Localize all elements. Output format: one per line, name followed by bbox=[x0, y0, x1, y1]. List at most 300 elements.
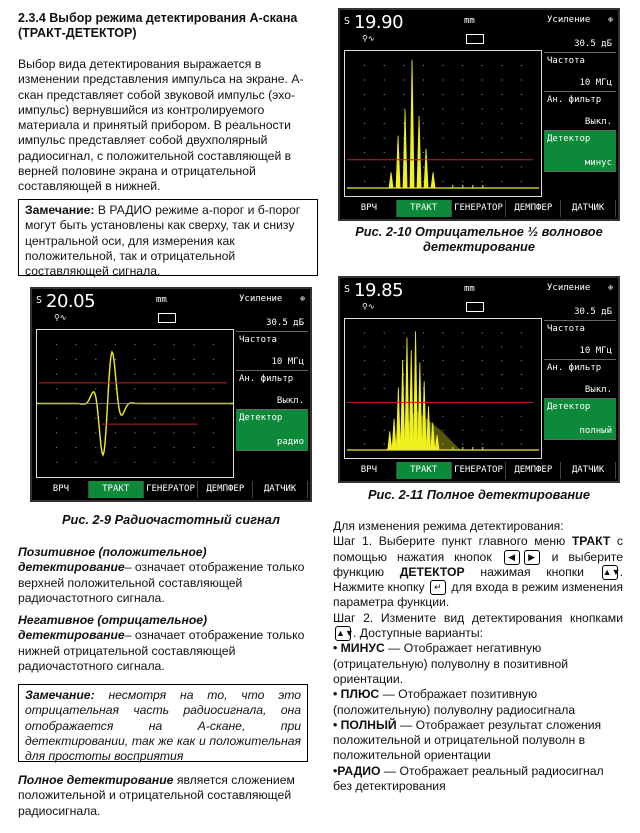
ascan-plot bbox=[344, 318, 542, 459]
grid-dot bbox=[174, 374, 175, 375]
unit-label: mm bbox=[156, 295, 167, 305]
grid-dot bbox=[115, 359, 116, 360]
tab-3: ДЕМПФЕР bbox=[198, 481, 253, 498]
grid-dot bbox=[56, 432, 57, 433]
filter-value: Выкл. bbox=[276, 396, 304, 406]
grid-dot bbox=[442, 65, 443, 66]
instructions-block bbox=[333, 519, 623, 794]
grid-dot bbox=[521, 79, 522, 80]
grid-dot bbox=[462, 94, 463, 95]
distance-reading: 19.90 bbox=[354, 12, 404, 33]
option-radio bbox=[333, 764, 623, 795]
grid-dot bbox=[364, 374, 365, 375]
step-1-text: Шаг 1. Выберите пункт главного меню bbox=[333, 534, 572, 549]
grid-dot bbox=[95, 388, 96, 389]
grid-dot bbox=[423, 166, 424, 167]
grid-dot bbox=[482, 166, 483, 167]
grid-dot bbox=[384, 388, 385, 389]
grid-dot bbox=[174, 432, 175, 433]
figure-caption: Рис. 2-11 Полное детектирование bbox=[367, 487, 590, 502]
detector-value: минус bbox=[584, 158, 612, 168]
grid-dot bbox=[213, 418, 214, 419]
grid-dot bbox=[115, 447, 116, 448]
option-title: • МИНУС bbox=[333, 641, 385, 656]
grid-dot bbox=[462, 360, 463, 361]
grid-dot bbox=[95, 359, 96, 360]
menu-tabs bbox=[34, 481, 308, 498]
grid-dot bbox=[174, 344, 175, 345]
grid-dot bbox=[462, 137, 463, 138]
step-1-text: для входа в режим изменения параметра функции. bbox=[333, 580, 623, 610]
probe-icon: ⚲∿ bbox=[54, 313, 67, 322]
tab-4: ДАТЧИК bbox=[561, 200, 616, 217]
positive-paragraph bbox=[18, 545, 318, 606]
grid-dot bbox=[364, 430, 365, 431]
grid-dot bbox=[95, 418, 96, 419]
grid-dot bbox=[213, 374, 214, 375]
grid-dot bbox=[193, 432, 194, 433]
grid-dot bbox=[521, 94, 522, 95]
grid-dot bbox=[364, 137, 365, 138]
filter-value: Выкл. bbox=[584, 117, 612, 127]
gain-item bbox=[236, 291, 308, 332]
echo-peak bbox=[417, 116, 421, 188]
step-1-text: и выберите функцию bbox=[333, 549, 624, 579]
device-screen-full bbox=[338, 276, 620, 483]
link-icon: ⊕ bbox=[300, 294, 305, 303]
grid-dot bbox=[76, 418, 77, 419]
grid-dot bbox=[384, 166, 385, 167]
echo-peak bbox=[389, 172, 393, 188]
grid-dot bbox=[403, 360, 404, 361]
gain-item bbox=[544, 280, 616, 321]
grid-dot bbox=[442, 79, 443, 80]
ascan-plot bbox=[36, 329, 234, 478]
gain-label: Усиление bbox=[547, 15, 591, 25]
grid-dot bbox=[462, 181, 463, 182]
grid-dot bbox=[423, 79, 424, 80]
frequency-label: Частота bbox=[239, 335, 277, 345]
tab-0: ВРЧ bbox=[34, 481, 89, 498]
step-2-text: . Доступные варианты: bbox=[353, 626, 484, 641]
grid-dot bbox=[213, 388, 214, 389]
grid-dot bbox=[95, 374, 96, 375]
echo-peak bbox=[431, 172, 435, 188]
enter-icon: ↵ bbox=[430, 580, 446, 595]
change-intro: Для изменения режима детектирования: bbox=[333, 519, 564, 533]
grid-dot bbox=[154, 418, 155, 419]
detector-label: Детектор bbox=[547, 402, 591, 412]
grid-dot bbox=[364, 181, 365, 182]
grid-dot bbox=[76, 447, 77, 448]
grid-dot bbox=[442, 108, 443, 109]
grid-dot bbox=[134, 388, 135, 389]
menu-tabs bbox=[342, 462, 616, 479]
ascan-svg bbox=[345, 51, 541, 196]
tab-1: ТРАКТ bbox=[397, 462, 452, 479]
grid-dot bbox=[521, 444, 522, 445]
grid-dot bbox=[95, 344, 96, 345]
grid-dot bbox=[56, 418, 57, 419]
battery-icon bbox=[466, 34, 484, 44]
function-name: ДЕТЕКТОР bbox=[399, 564, 465, 579]
grid-dot bbox=[364, 346, 365, 347]
note-box-radio bbox=[18, 199, 318, 279]
full-title: Полное детектирование bbox=[18, 773, 174, 787]
s-label: S bbox=[36, 295, 43, 306]
option-title: • ПЛЮС bbox=[333, 687, 380, 702]
grid-dot bbox=[442, 181, 443, 182]
grid-dot bbox=[384, 152, 385, 153]
grid-dot bbox=[462, 416, 463, 417]
grid-dot bbox=[462, 332, 463, 333]
grid-dot bbox=[213, 447, 214, 448]
grid-dot bbox=[115, 344, 116, 345]
grid-dot bbox=[213, 344, 214, 345]
battery-icon bbox=[158, 313, 176, 323]
grid-dot bbox=[115, 418, 116, 419]
grid-dot bbox=[442, 166, 443, 167]
grid-dot bbox=[482, 374, 483, 375]
grid-dot bbox=[482, 430, 483, 431]
grid-dot bbox=[403, 79, 404, 80]
grid-dot bbox=[384, 346, 385, 347]
grid-dot bbox=[482, 360, 483, 361]
filter-label: Ан. фильтр bbox=[239, 374, 294, 384]
grid-dot bbox=[154, 359, 155, 360]
grid-dot bbox=[384, 181, 385, 182]
grid-dot bbox=[154, 374, 155, 375]
s-label: S bbox=[344, 284, 351, 295]
probe-icon: ⚲∿ bbox=[362, 34, 375, 43]
grid-dot bbox=[364, 79, 365, 80]
detector-item bbox=[236, 410, 308, 451]
grid-dot bbox=[501, 360, 502, 361]
step-1-text: с помощью нажатия кнопок bbox=[333, 534, 623, 564]
frequency-item bbox=[544, 321, 616, 360]
grid-dot bbox=[462, 123, 463, 124]
step-2-text: Шаг 2. Измените вид детектирования кнопками bbox=[333, 610, 623, 625]
filter-item bbox=[544, 360, 616, 399]
filter-label: Ан. фильтр bbox=[547, 363, 602, 373]
grid-dot bbox=[501, 181, 502, 182]
grid-dot bbox=[384, 94, 385, 95]
option-title: • ПОЛНЫЙ bbox=[333, 717, 397, 732]
grid-dot bbox=[364, 108, 365, 109]
grid-dot bbox=[56, 374, 57, 375]
grid-dot bbox=[403, 108, 404, 109]
filter-item bbox=[544, 92, 616, 131]
grid-dot bbox=[482, 181, 483, 182]
grid-dot bbox=[95, 432, 96, 433]
filter-label: Ан. фильтр bbox=[547, 95, 602, 105]
grid-dot bbox=[134, 374, 135, 375]
grid-dot bbox=[462, 346, 463, 347]
settings-panel bbox=[544, 280, 616, 459]
grid-dot bbox=[423, 152, 424, 153]
grid-dot bbox=[115, 432, 116, 433]
grid-dot bbox=[193, 447, 194, 448]
step-1-text: . Нажмите кнопку bbox=[333, 564, 623, 595]
echo-peak bbox=[424, 149, 428, 188]
grid-dot bbox=[384, 108, 385, 109]
grid-dot bbox=[95, 462, 96, 463]
option-text: — Отображает результат сложения положительной и отрицательной полуволн в положительной ориентации bbox=[333, 717, 602, 763]
grid-dot bbox=[423, 360, 424, 361]
detector-label: Детектор bbox=[239, 413, 283, 423]
gain-label: Усиление bbox=[239, 294, 283, 304]
grid-dot bbox=[403, 346, 404, 347]
echo-peak bbox=[396, 136, 400, 188]
option-full bbox=[333, 718, 623, 764]
grid-dot bbox=[56, 447, 57, 448]
grid-dot bbox=[384, 416, 385, 417]
note-text: В РАДИО режиме а-порог и б-порог могут быть установлены как сверху, так и снизу центральной оси, для измерения как положительной, так и отрицательной составляющей сигнала. bbox=[25, 203, 301, 279]
grid-dot bbox=[521, 181, 522, 182]
grid-dot bbox=[193, 344, 194, 345]
battery-icon bbox=[466, 302, 484, 312]
gain-value: 30.5 дБ bbox=[574, 39, 612, 49]
unit-label: mm bbox=[464, 284, 475, 294]
grid-dot bbox=[521, 388, 522, 389]
grid-dot bbox=[213, 432, 214, 433]
grid-dot bbox=[521, 346, 522, 347]
grid-dot bbox=[115, 462, 116, 463]
grid-dot bbox=[482, 79, 483, 80]
grid-dot bbox=[384, 360, 385, 361]
grid-dot bbox=[193, 374, 194, 375]
note-box-negative bbox=[18, 684, 308, 762]
grid-dot bbox=[462, 374, 463, 375]
grid-dot bbox=[462, 388, 463, 389]
grid-dot bbox=[482, 65, 483, 66]
grid-dot bbox=[423, 332, 424, 333]
grid-dot bbox=[423, 94, 424, 95]
note-label: Замечание: bbox=[25, 688, 95, 702]
arrow-left-icon: ◀ bbox=[504, 550, 520, 565]
grid-dot bbox=[213, 462, 214, 463]
frequency-label: Частота bbox=[547, 324, 585, 334]
grid-dot bbox=[154, 388, 155, 389]
detector-item bbox=[544, 131, 616, 172]
grid-dot bbox=[501, 65, 502, 66]
grid-dot bbox=[364, 360, 365, 361]
grid-dot bbox=[193, 388, 194, 389]
section-heading: 2.3.4 Выбор режима детектирования А-скана (ТРАКТ-ДЕТЕКТОР) bbox=[18, 11, 298, 40]
frequency-item bbox=[236, 332, 308, 371]
ascan-svg bbox=[345, 319, 541, 458]
grid-dot bbox=[521, 374, 522, 375]
grid-dot bbox=[501, 79, 502, 80]
device-screen-minus bbox=[338, 8, 620, 221]
grid-dot bbox=[364, 152, 365, 153]
grid-dot bbox=[501, 123, 502, 124]
grid-dot bbox=[521, 430, 522, 431]
grid-dot bbox=[501, 374, 502, 375]
grid-dot bbox=[482, 416, 483, 417]
distance-reading: 19.85 bbox=[354, 280, 404, 301]
grid-dot bbox=[364, 166, 365, 167]
frequency-value: 10 МГц bbox=[579, 78, 612, 88]
tab-2: ГЕНЕРАТОР bbox=[452, 462, 507, 479]
up-down-arrows-icon: ▲▼ bbox=[602, 565, 618, 580]
grid-dot bbox=[501, 346, 502, 347]
grid-dot bbox=[521, 65, 522, 66]
grid-dot bbox=[213, 359, 214, 360]
grid-dot bbox=[193, 462, 194, 463]
grid-dot bbox=[134, 418, 135, 419]
grid-dot bbox=[76, 359, 77, 360]
grid-dot bbox=[442, 332, 443, 333]
gain-value: 30.5 дБ bbox=[574, 307, 612, 317]
grid-dot bbox=[134, 462, 135, 463]
note-label: Замечание: bbox=[25, 203, 95, 217]
step-1 bbox=[333, 534, 623, 610]
grid-dot bbox=[384, 430, 385, 431]
probe-icon: ⚲∿ bbox=[362, 302, 375, 311]
grid-dot bbox=[364, 94, 365, 95]
grid-dot bbox=[442, 374, 443, 375]
grid-dot bbox=[462, 444, 463, 445]
grid-dot bbox=[501, 94, 502, 95]
grid-dot bbox=[364, 332, 365, 333]
grid-dot bbox=[521, 166, 522, 167]
grid-dot bbox=[501, 108, 502, 109]
up-down-arrows-icon: ▲▼ bbox=[335, 626, 351, 641]
filter-value: Выкл. bbox=[584, 385, 612, 395]
frequency-value: 10 МГц bbox=[271, 357, 304, 367]
grid-dot bbox=[501, 416, 502, 417]
tab-0: ВРЧ bbox=[342, 200, 397, 217]
grid-dot bbox=[174, 447, 175, 448]
detector-item bbox=[544, 399, 616, 440]
settings-panel bbox=[236, 291, 308, 478]
grid-dot bbox=[442, 360, 443, 361]
note-text: несмотря на то, что это отрицательная часть радиосигнала, она отображается на А-скане, при детектировании, так же как и положительная для простоты восприятия bbox=[25, 688, 301, 764]
frequency-value: 10 МГц bbox=[579, 346, 612, 356]
grid-dot bbox=[76, 432, 77, 433]
grid-dot bbox=[442, 388, 443, 389]
step-1-text: нажимая кнопки bbox=[464, 564, 600, 579]
grid-dot bbox=[423, 65, 424, 66]
grid-dot bbox=[442, 123, 443, 124]
tab-0: ВРЧ bbox=[342, 462, 397, 479]
grid-dot bbox=[384, 123, 385, 124]
grid-dot bbox=[521, 152, 522, 153]
grid-dot bbox=[501, 388, 502, 389]
negative-paragraph bbox=[18, 613, 318, 674]
grid-dot bbox=[462, 65, 463, 66]
grid-dot bbox=[134, 359, 135, 360]
grid-dot bbox=[442, 152, 443, 153]
grid-dot bbox=[423, 374, 424, 375]
grid-dot bbox=[482, 332, 483, 333]
negative-title: Негативное (отрицательное) детектирование bbox=[18, 613, 208, 643]
ascan-svg bbox=[37, 330, 233, 477]
grid-dot bbox=[521, 137, 522, 138]
grid-dot bbox=[462, 79, 463, 80]
echo-peak bbox=[403, 109, 407, 188]
negative-text: – означает отображение только нижней отрицательной составляющей радиочастотного сигнала. bbox=[18, 628, 305, 673]
positive-title: Позитивное (положительное) детектирование bbox=[18, 545, 207, 575]
gain-item bbox=[544, 12, 616, 53]
grid-dot bbox=[134, 447, 135, 448]
grid-dot bbox=[154, 447, 155, 448]
grid-dot bbox=[154, 462, 155, 463]
grid-dot bbox=[423, 346, 424, 347]
grid-dot bbox=[423, 123, 424, 124]
grid-dot bbox=[521, 332, 522, 333]
grid-dot bbox=[442, 416, 443, 417]
grid-dot bbox=[423, 108, 424, 109]
option-minus bbox=[333, 641, 623, 687]
option-text: — Отображает негативную (отрицательную) полуволну в позитивной ориентации. bbox=[333, 641, 569, 686]
gain-value: 30.5 дБ bbox=[266, 318, 304, 328]
grid-dot bbox=[193, 359, 194, 360]
filter-item bbox=[236, 371, 308, 410]
grid-dot bbox=[501, 444, 502, 445]
grid-dot bbox=[134, 432, 135, 433]
full-paragraph bbox=[18, 773, 318, 819]
grid-dot bbox=[442, 346, 443, 347]
frequency-item bbox=[544, 53, 616, 92]
unit-label: mm bbox=[464, 16, 475, 26]
grid-dot bbox=[174, 388, 175, 389]
grid-dot bbox=[134, 344, 135, 345]
grid-dot bbox=[384, 332, 385, 333]
tab-2: ГЕНЕРАТОР bbox=[144, 481, 199, 498]
grid-dot bbox=[174, 359, 175, 360]
grid-dot bbox=[76, 374, 77, 375]
grid-dot bbox=[501, 166, 502, 167]
grid-dot bbox=[442, 430, 443, 431]
option-text: — Отображает реальный радиосигнал без детектирования bbox=[333, 763, 604, 794]
arrow-right-icon: ▶ bbox=[524, 550, 540, 565]
grid-dot bbox=[462, 430, 463, 431]
grid-dot bbox=[403, 65, 404, 66]
grid-dot bbox=[115, 388, 116, 389]
grid-dot bbox=[423, 137, 424, 138]
grid-dot bbox=[482, 123, 483, 124]
menu-name: ТРАКТ bbox=[571, 534, 611, 549]
grid-dot bbox=[76, 344, 77, 345]
tab-2: ГЕНЕРАТОР bbox=[452, 200, 507, 217]
grid-dot bbox=[521, 123, 522, 124]
tab-1: ТРАКТ bbox=[397, 200, 452, 217]
grid-dot bbox=[482, 94, 483, 95]
detector-value: полный bbox=[579, 426, 612, 436]
figure-caption: Рис. 2-10 Отрицательное ½ волновое детектирование bbox=[355, 224, 603, 254]
gain-label: Усиление bbox=[547, 283, 591, 293]
grid-dot bbox=[482, 108, 483, 109]
grid-dot bbox=[384, 374, 385, 375]
grid-dot bbox=[174, 462, 175, 463]
grid-dot bbox=[95, 447, 96, 448]
option-plus bbox=[333, 687, 623, 718]
grid-dot bbox=[442, 137, 443, 138]
grid-dot bbox=[462, 108, 463, 109]
grid-dot bbox=[403, 123, 404, 124]
option-title: •РАДИО bbox=[333, 763, 381, 778]
grid-dot bbox=[482, 388, 483, 389]
ascan-plot bbox=[344, 50, 542, 197]
intro-paragraph: Выбор вида детектирования выражается в изменении представления импульса на экране. А-скан представляет собой звуковой импульс (эхо-импульс) вернувшийся из контролируемого материала и принятый прибором. В реальности импульс представляет собой двухполярный радиосигнал, с положительной составляющей в верней половине экрана и отрицательной составляющей в нижней. bbox=[18, 57, 304, 194]
detector-value: радио bbox=[276, 437, 304, 447]
grid-dot bbox=[482, 137, 483, 138]
grid-dot bbox=[56, 344, 57, 345]
grid-dot bbox=[384, 65, 385, 66]
grid-dot bbox=[193, 418, 194, 419]
